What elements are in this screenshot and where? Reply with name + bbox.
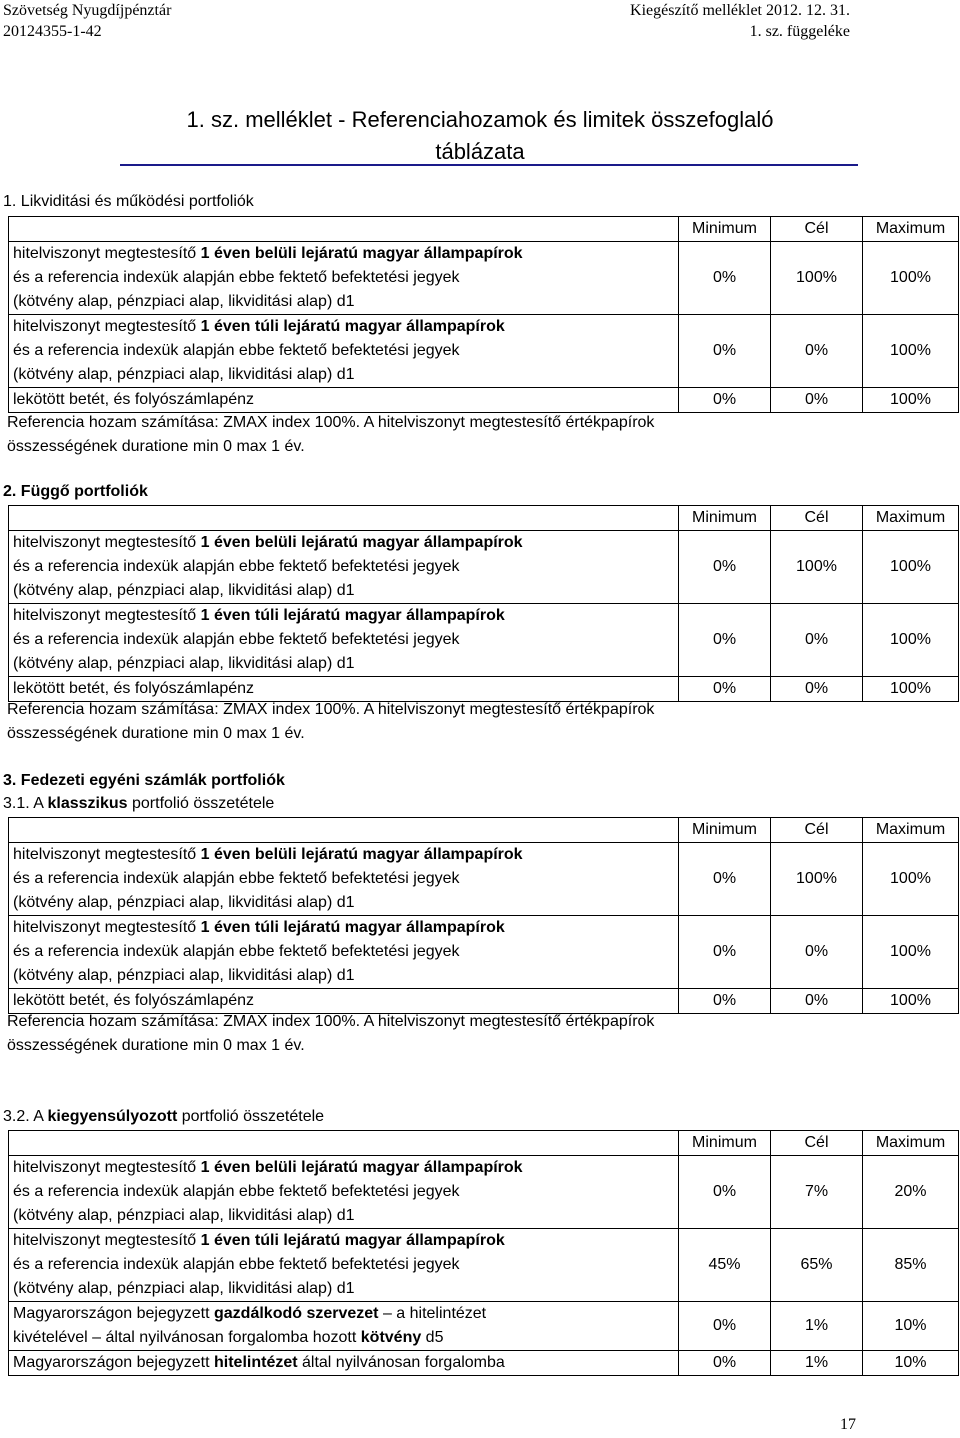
- row-text: Magyarországon bejegyzett: [13, 1305, 214, 1322]
- section-3-title: 3. Fedezeti egyéni számlák portfoliók: [3, 772, 285, 789]
- row-text: kivételével – által nyilvánosan forgalomba hozott: [13, 1329, 361, 1346]
- row-text: és a referencia indexük alapján ebbe fektető befektetési jegyek: [13, 269, 460, 286]
- row-description: [9, 1156, 679, 1229]
- cell-max: 100%: [863, 843, 959, 916]
- note-line: összességének duratione min 0 max 1 év.: [7, 1037, 305, 1054]
- note-line: Referencia hozam számítása: ZMAX index 100%. A hitelviszonyt megtestesítő értékpapírok: [7, 414, 655, 431]
- table-row: [9, 388, 959, 413]
- row-description: [9, 1229, 679, 1302]
- cell-min: 0%: [679, 531, 771, 604]
- section-2-table: [8, 505, 959, 702]
- cell-min: 0%: [679, 677, 771, 702]
- row-text-bold: 1 éven belüli lejáratú magyar állampapírok: [200, 846, 523, 863]
- tax-number: 20124355-1-42: [3, 23, 102, 40]
- cell-min: 0%: [679, 1156, 771, 1229]
- cell-max: 100%: [863, 388, 959, 413]
- row-text: hitelviszonyt megtestesítő: [13, 846, 201, 863]
- title-underline: [120, 164, 858, 166]
- col-minimum: Minimum: [679, 818, 771, 843]
- cell-min: 0%: [679, 843, 771, 916]
- row-text: – a hitelintézet: [378, 1305, 487, 1322]
- table-row: [9, 916, 959, 989]
- section-3-1-note: [7, 1010, 654, 1058]
- subtitle-text-bold: kiegyensúlyozott: [47, 1108, 178, 1125]
- row-text: hitelviszonyt megtestesítő: [13, 1159, 201, 1176]
- header-left: [3, 0, 171, 42]
- col-target: Cél: [771, 506, 863, 531]
- page-title: [0, 104, 960, 168]
- cell-max: 10%: [863, 1351, 959, 1376]
- table-header-row: [9, 217, 959, 242]
- col-maximum: Maximum: [863, 1131, 959, 1156]
- cell-max: 100%: [863, 604, 959, 677]
- row-text: és a referencia indexük alapján ebbe fektető befektetési jegyek: [13, 558, 460, 575]
- table-row: [9, 1351, 959, 1376]
- cell-max: 100%: [863, 242, 959, 315]
- cell-min: 0%: [679, 388, 771, 413]
- row-text-bold: gazdálkodó szervezet: [214, 1305, 379, 1322]
- subtitle-text: portfolió összetétele: [127, 795, 275, 812]
- col-target: Cél: [771, 1131, 863, 1156]
- col-target: Cél: [771, 818, 863, 843]
- row-description: [9, 531, 679, 604]
- row-text-bold: hitelintézet: [214, 1354, 298, 1371]
- section-1-table: [8, 216, 959, 413]
- note-line: Referencia hozam számítása: ZMAX index 100%. A hitelviszonyt megtestesítő értékpapírok: [7, 1013, 655, 1030]
- row-description: [9, 315, 679, 388]
- table-row: [9, 1156, 959, 1229]
- col-minimum: Minimum: [679, 1131, 771, 1156]
- row-text: és a referencia indexük alapján ebbe fektető befektetési jegyek: [13, 631, 460, 648]
- row-text: d5: [421, 1329, 444, 1346]
- table-row: [9, 242, 959, 315]
- col-maximum: Maximum: [863, 818, 959, 843]
- row-text-bold: 1 éven belüli lejáratú magyar állampapírok: [200, 534, 523, 551]
- section-1-note: [7, 411, 654, 459]
- row-text-bold: 1 éven túli lejáratú magyar állampapírok: [200, 1232, 505, 1249]
- row-description: [9, 604, 679, 677]
- table-header-row: [9, 506, 959, 531]
- cell-max: 100%: [863, 989, 959, 1014]
- section-2-note: [7, 698, 654, 746]
- appendix-name: 1. sz. függeléke: [749, 23, 850, 40]
- cell-target: 0%: [771, 388, 863, 413]
- page-number: 17: [840, 1416, 856, 1433]
- row-description: [9, 843, 679, 916]
- table-header-row: [9, 1131, 959, 1156]
- section-3-2-table: [8, 1130, 959, 1376]
- cell-min: 45%: [679, 1229, 771, 1302]
- table-row: [9, 531, 959, 604]
- row-text: Magyarországon bejegyzett: [13, 1354, 214, 1371]
- cell-target: 100%: [771, 242, 863, 315]
- cell-target: 65%: [771, 1229, 863, 1302]
- row-text: hitelviszonyt megtestesítő: [13, 607, 201, 624]
- header-right: [630, 0, 850, 42]
- row-text-bold: 1 éven túli lejáratú magyar állampapírok: [200, 607, 505, 624]
- row-text: és a referencia indexük alapján ebbe fektető befektetési jegyek: [13, 1256, 460, 1273]
- row-text: (kötvény alap, pénzpiaci alap, likviditási alap) d1: [13, 366, 355, 383]
- cell-min: 0%: [679, 916, 771, 989]
- cell-min: 0%: [679, 242, 771, 315]
- table-header-row: [9, 818, 959, 843]
- row-description: [9, 916, 679, 989]
- row-description: [9, 242, 679, 315]
- row-text-bold: kötvény: [360, 1329, 422, 1346]
- row-text: hitelviszonyt megtestesítő: [13, 245, 201, 262]
- subtitle-text: portfolió összetétele: [177, 1108, 325, 1125]
- page-title-line1: 1. sz. melléklet - Referenciahozamok és limitek összefoglaló: [186, 107, 774, 132]
- section-2-title: 2. Függő portfoliók: [3, 483, 148, 500]
- cell-max: 20%: [863, 1156, 959, 1229]
- cell-max: 100%: [863, 677, 959, 702]
- row-text-bold: 1 éven túli lejáratú magyar állampapírok: [200, 919, 505, 936]
- row-text: hitelviszonyt megtestesítő: [13, 1232, 201, 1249]
- row-text: hitelviszonyt megtestesítő: [13, 919, 201, 936]
- col-maximum: Maximum: [863, 506, 959, 531]
- row-description: lekötött betét, és folyószámlapénz: [9, 677, 679, 702]
- note-line: összességének duratione min 0 max 1 év.: [7, 438, 305, 455]
- cell-max: 100%: [863, 315, 959, 388]
- row-text: által nyilvánosan forgalomba: [297, 1354, 505, 1371]
- table-row: [9, 315, 959, 388]
- row-description: lekötött betét, és folyószámlapénz: [9, 989, 679, 1014]
- subtitle-text: 3.2. A: [3, 1108, 48, 1125]
- row-text: (kötvény alap, pénzpiaci alap, likviditási alap) d1: [13, 293, 355, 310]
- row-text-bold: 1 éven belüli lejáratú magyar állampapírok: [200, 245, 523, 262]
- cell-min: 0%: [679, 604, 771, 677]
- cell-target: 1%: [771, 1302, 863, 1351]
- section-3-1-subtitle: [3, 794, 274, 814]
- table-row: [9, 604, 959, 677]
- cell-min: 0%: [679, 989, 771, 1014]
- row-text: hitelviszonyt megtestesítő: [13, 534, 201, 551]
- row-text: hitelviszonyt megtestesítő: [13, 318, 201, 335]
- col-minimum: Minimum: [679, 506, 771, 531]
- subtitle-text: 3.1. A: [3, 795, 48, 812]
- note-line: Referencia hozam számítása: ZMAX index 100%. A hitelviszonyt megtestesítő értékpapírok: [7, 701, 655, 718]
- cell-target: 0%: [771, 604, 863, 677]
- row-description: lekötött betét, és folyószámlapénz: [9, 388, 679, 413]
- row-text: és a referencia indexük alapján ebbe fektető befektetési jegyek: [13, 870, 460, 887]
- cell-min: 0%: [679, 1351, 771, 1376]
- row-text: (kötvény alap, pénzpiaci alap, likviditási alap) d1: [13, 655, 355, 672]
- row-description: [9, 1302, 679, 1351]
- row-text: (kötvény alap, pénzpiaci alap, likviditási alap) d1: [13, 1280, 355, 1297]
- cell-target: 1%: [771, 1351, 863, 1376]
- cell-target: 0%: [771, 916, 863, 989]
- row-text: (kötvény alap, pénzpiaci alap, likviditási alap) d1: [13, 1207, 355, 1224]
- cell-target: 0%: [771, 315, 863, 388]
- cell-min: 0%: [679, 315, 771, 388]
- row-text: (kötvény alap, pénzpiaci alap, likviditási alap) d1: [13, 582, 355, 599]
- row-text-bold: 1 éven belüli lejáratú magyar állampapírok: [200, 1159, 523, 1176]
- section-1-title: 1. Likviditási és működési portfoliók: [3, 193, 254, 210]
- cell-min: 0%: [679, 1302, 771, 1351]
- cell-max: 100%: [863, 916, 959, 989]
- fund-name: Szövetség Nyugdíjpénztár: [3, 2, 172, 19]
- cell-target: 100%: [771, 843, 863, 916]
- col-minimum: Minimum: [679, 217, 771, 242]
- cell-max: 100%: [863, 531, 959, 604]
- cell-max: 10%: [863, 1302, 959, 1351]
- row-text: és a referencia indexük alapján ebbe fektető befektetési jegyek: [13, 1183, 460, 1200]
- cell-target: 7%: [771, 1156, 863, 1229]
- row-text: és a referencia indexük alapján ebbe fektető befektetési jegyek: [13, 943, 460, 960]
- row-text: (kötvény alap, pénzpiaci alap, likviditási alap) d1: [13, 967, 355, 984]
- cell-target: 100%: [771, 531, 863, 604]
- table-row: [9, 843, 959, 916]
- document-name: Kiegészítő melléklet 2012. 12. 31.: [630, 2, 850, 19]
- table-row: [9, 1302, 959, 1351]
- cell-target: 0%: [771, 677, 863, 702]
- cell-max: 85%: [863, 1229, 959, 1302]
- col-maximum: Maximum: [863, 217, 959, 242]
- section-3-2-subtitle: [3, 1107, 324, 1127]
- row-description: [9, 1351, 679, 1376]
- row-text: (kötvény alap, pénzpiaci alap, likviditási alap) d1: [13, 894, 355, 911]
- cell-target: 0%: [771, 989, 863, 1014]
- col-target: Cél: [771, 217, 863, 242]
- note-line: összességének duratione min 0 max 1 év.: [7, 725, 305, 742]
- table-row: [9, 1229, 959, 1302]
- row-text: és a referencia indexük alapján ebbe fektető befektetési jegyek: [13, 342, 460, 359]
- subtitle-text-bold: klasszikus: [47, 795, 128, 812]
- row-text-bold: 1 éven túli lejáratú magyar állampapírok: [200, 318, 505, 335]
- page-title-line2: táblázata: [435, 139, 525, 164]
- section-3-1-table: [8, 817, 959, 1014]
